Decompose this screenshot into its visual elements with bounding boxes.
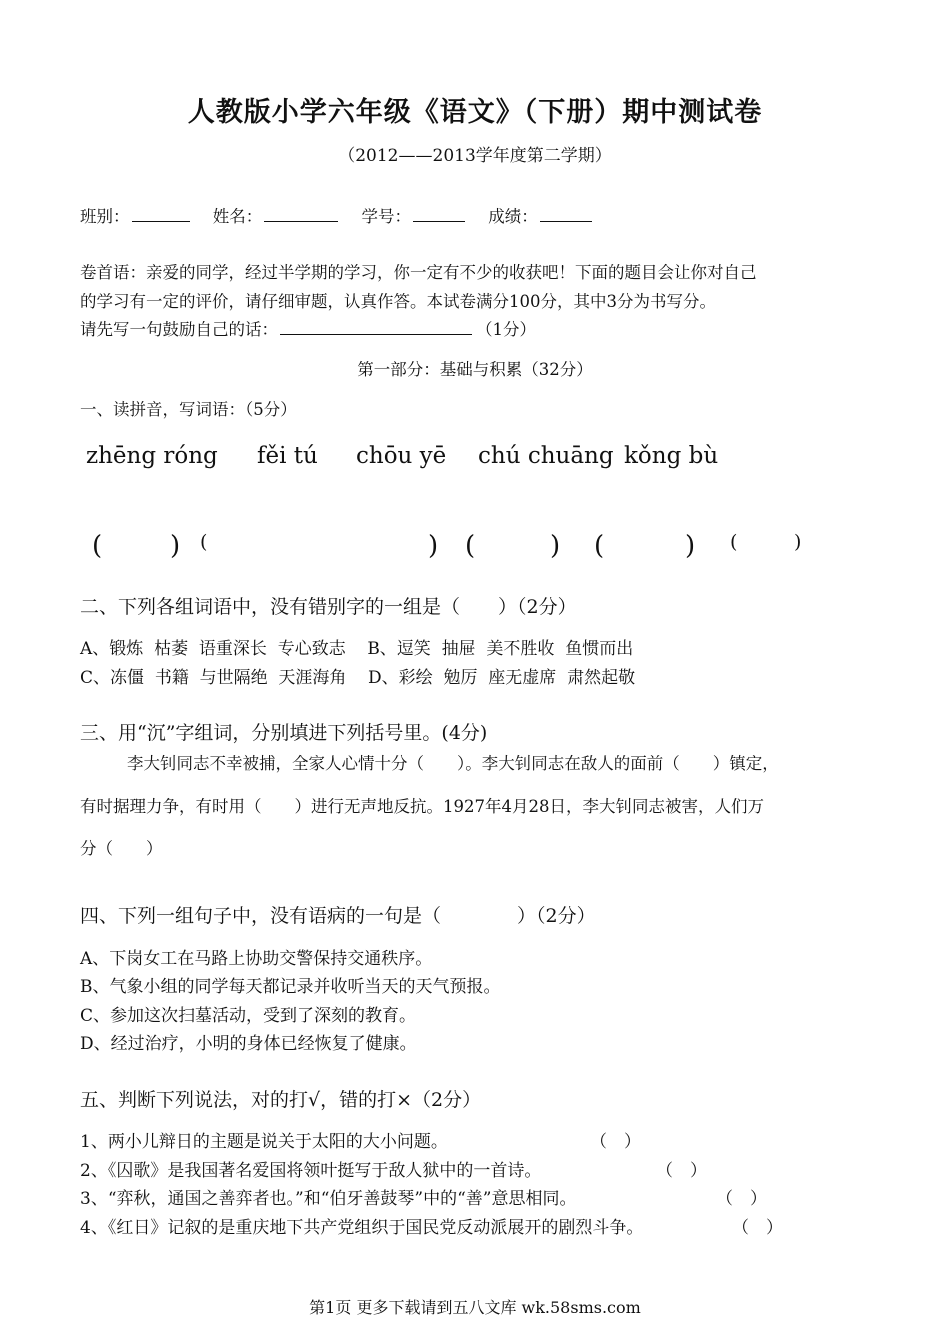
q2-options-cd: C、冻僵 书籍 与世隔绝 天涯海角 D、彩绘 勉厉 座无虚席 肃然起敬 xyxy=(80,668,636,688)
name-label: 姓名： xyxy=(212,207,263,226)
q3-passage-line-2: 有时据理力争，有时用（ ）进行无声地反抗。1927年4月28日，李大钊同志被害，人们万 xyxy=(80,797,764,816)
page-title: 人教版小学六年级《语文》（下册）期中测试卷 xyxy=(187,97,763,128)
pinyin-3: chōu yē xyxy=(356,443,447,469)
id-label: 学号： xyxy=(361,207,411,226)
answer-paren-open-1: ( xyxy=(92,531,103,561)
answer-paren-close-5: ) xyxy=(794,531,802,553)
pinyin-4: chú chuāng xyxy=(478,443,614,469)
q4-option-c: C、参加这次扫墓活动，受到了深刻的教育。 xyxy=(80,1006,417,1026)
class-label: 班别： xyxy=(80,207,130,226)
q5-heading: 五、判断下列说法，对的打√，错的打×（2分） xyxy=(80,1089,482,1111)
q4-option-a: A、下岗女工在马路上协助交警保持交通秩序。 xyxy=(80,949,433,969)
score-blank[interactable] xyxy=(540,205,592,222)
q4-heading: 四、下列一组句子中，没有语病的一句是（ ）（2分） xyxy=(80,905,596,927)
answer-paren-open-3: ( xyxy=(465,531,476,561)
part1-heading: 第一部分：基础与积累（32分） xyxy=(357,360,593,379)
q5-item-4: 4、《红日》记叙的是重庆地下共产党组织于国民党反动派展开的剧烈斗争。 xyxy=(80,1218,644,1238)
q3-passage-line-3: 分（ ） xyxy=(80,839,163,858)
encouragement-prompt: 请先写一句鼓励自己的话： xyxy=(80,320,278,339)
q4-option-d: D、经过治疗，小明的身体已经恢复了健康。 xyxy=(80,1034,417,1054)
q2-options-ab: A、锻炼 枯萎 语重深长 专心致志 B、逗笑 抽屉 美不胜收 鱼惯而出 xyxy=(80,639,634,659)
q3-heading: 三、用“沉”字组词，分别填进下列括号里。(4分) xyxy=(80,722,488,744)
q1-heading: 一、读拼音，写词语：（5分） xyxy=(80,400,297,419)
page-subtitle: （2012——2013学年度第二学期） xyxy=(338,146,612,166)
answer-paren-close-3: ) xyxy=(550,531,561,561)
q5-item-4-mark: （ ） xyxy=(732,1218,783,1238)
class-blank[interactable] xyxy=(132,205,190,222)
encouragement-blank[interactable] xyxy=(280,318,472,335)
q5-item-1: 1、两小儿辩日的主题是说关于太阳的大小问题。 xyxy=(80,1132,448,1152)
q5-item-3-mark: （ ） xyxy=(716,1189,767,1209)
q3-passage-line-1: 李大钊同志不幸被捕，全家人心情十分（ ）。李大钊同志在敌人的面前（ ）镇定， xyxy=(127,754,779,773)
q5-item-2-mark: （ ） xyxy=(656,1161,707,1181)
pinyin-5: kǒng bù xyxy=(624,443,719,469)
student-info-row xyxy=(80,203,610,227)
intro-line-3 xyxy=(80,316,536,340)
pinyin-2: fěi tú xyxy=(257,443,318,469)
intro-line-1: 卷首语：亲爱的同学，经过半学期的学习，你一定有不少的收获吧！下面的题目会让你对自己 xyxy=(80,263,757,282)
score-label: 成绩： xyxy=(488,207,538,226)
answer-paren-open-5: ( xyxy=(730,531,738,553)
q5-item-3: 3、“弈秋，通国之善弈者也。”和“伯牙善鼓琴”中的“善”意思相同。 xyxy=(80,1189,577,1209)
encouragement-points: （1分） xyxy=(476,320,536,339)
page-footer: 第1页 更多下载请到五八文库 wk.58sms.com xyxy=(309,1298,641,1317)
q4-option-b: B、气象小组的同学每天都记录并收听当天的天气预报。 xyxy=(80,977,501,997)
q5-item-1-mark: （ ） xyxy=(590,1132,641,1152)
q2-heading: 二、下列各组词语中，没有错别字的一组是（ ）（2分） xyxy=(80,596,577,618)
answer-paren-open-2: ( xyxy=(200,531,208,553)
pinyin-1: zhēng róng xyxy=(86,443,218,469)
id-blank[interactable] xyxy=(413,205,465,222)
intro-line-2: 的学习有一定的评价，请仔细审题，认真作答。本试卷满分100分，其中3分为书写分。 xyxy=(80,292,716,311)
answer-paren-close-4: ) xyxy=(685,531,696,561)
answer-paren-open-4: ( xyxy=(594,531,605,561)
name-blank[interactable] xyxy=(264,205,338,222)
answer-paren-close-2: ) xyxy=(428,531,439,561)
answer-paren-close-1: ) xyxy=(170,531,181,561)
q5-item-2: 2、《囚歌》是我国著名爱国将领叶挺写于敌人狱中的一首诗。 xyxy=(80,1161,542,1181)
